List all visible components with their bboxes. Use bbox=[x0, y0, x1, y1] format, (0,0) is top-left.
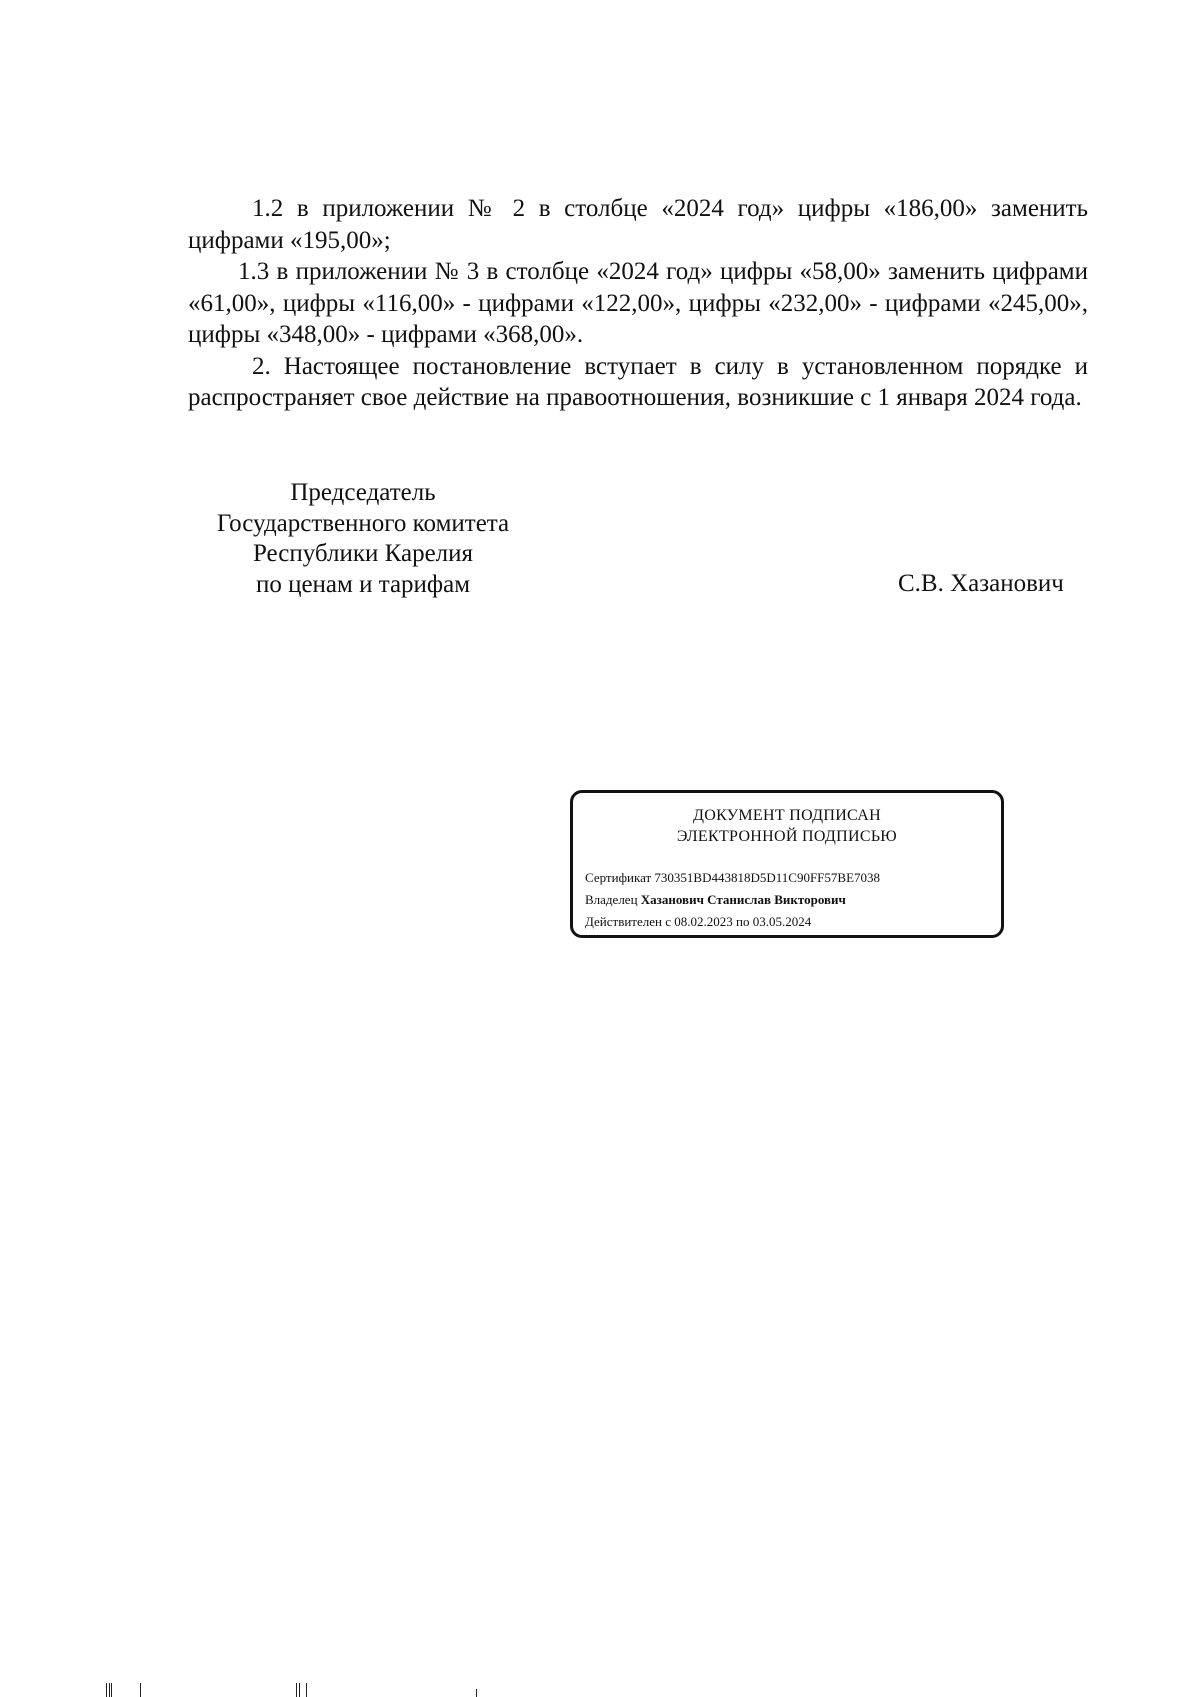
scan-mark bbox=[299, 1683, 300, 1697]
stamp-owner bbox=[585, 889, 880, 911]
scan-mark bbox=[476, 1689, 477, 1697]
signer-position-line: Председатель bbox=[290, 479, 436, 506]
stamp-certificate: Сертификат 730351BD443818D5D11C90FF57BE7038 bbox=[585, 870, 881, 885]
stamp-details bbox=[585, 867, 880, 933]
signer-position-line: Республики Карелия bbox=[252, 540, 474, 567]
scan-mark bbox=[111, 1683, 112, 1697]
signer-position bbox=[188, 478, 538, 600]
scan-artifacts bbox=[100, 1683, 500, 1697]
scan-mark bbox=[109, 1683, 110, 1697]
paragraph-2: 2. Настоящее постановление вступает в силу в установленном порядке и распространяет свое действие на правоотношения, возникшие с 1 января 2024 года. bbox=[188, 352, 1088, 411]
signer-position-line: по ценам и тарифам bbox=[255, 570, 471, 598]
stamp-header-line: ЭЛЕКТРОННОЙ ПОДПИСЬЮ bbox=[676, 828, 898, 845]
stamp-owner-label: Владелец bbox=[585, 892, 638, 907]
stamp-header bbox=[573, 805, 1001, 847]
electronic-signature-stamp bbox=[570, 790, 1004, 938]
signer-position-line: Государственного комитета bbox=[216, 509, 510, 537]
signer-name: С.В. Хазанович bbox=[898, 570, 1064, 597]
paragraph-1-2: 1.2 в приложении № 2 в столбце «2024 год» цифры «186,00» заменить цифрами «195,00»; bbox=[188, 195, 1088, 254]
scan-mark bbox=[106, 1683, 107, 1697]
paragraph-1-3: 1.3 в приложении № 3 в столбце «2024 год» цифры «58,00» заменить цифрами «61,00», цифры «116,00» - цифрами «122,00», цифры «232,00» - цифрами «245,00», цифры «348,00» - цифрами «368,00». bbox=[188, 258, 1088, 348]
stamp-header-line: ДОКУМЕНТ ПОДПИСАН bbox=[693, 807, 881, 824]
stamp-validity: Действителен с 08.02.2023 по 03.05.2024 bbox=[585, 914, 812, 929]
document-body bbox=[188, 193, 1088, 414]
scan-mark bbox=[296, 1683, 297, 1697]
stamp-owner-name: Хазанович Станислав Викторович bbox=[640, 892, 846, 907]
scan-mark bbox=[306, 1683, 307, 1697]
scan-mark bbox=[140, 1683, 141, 1697]
